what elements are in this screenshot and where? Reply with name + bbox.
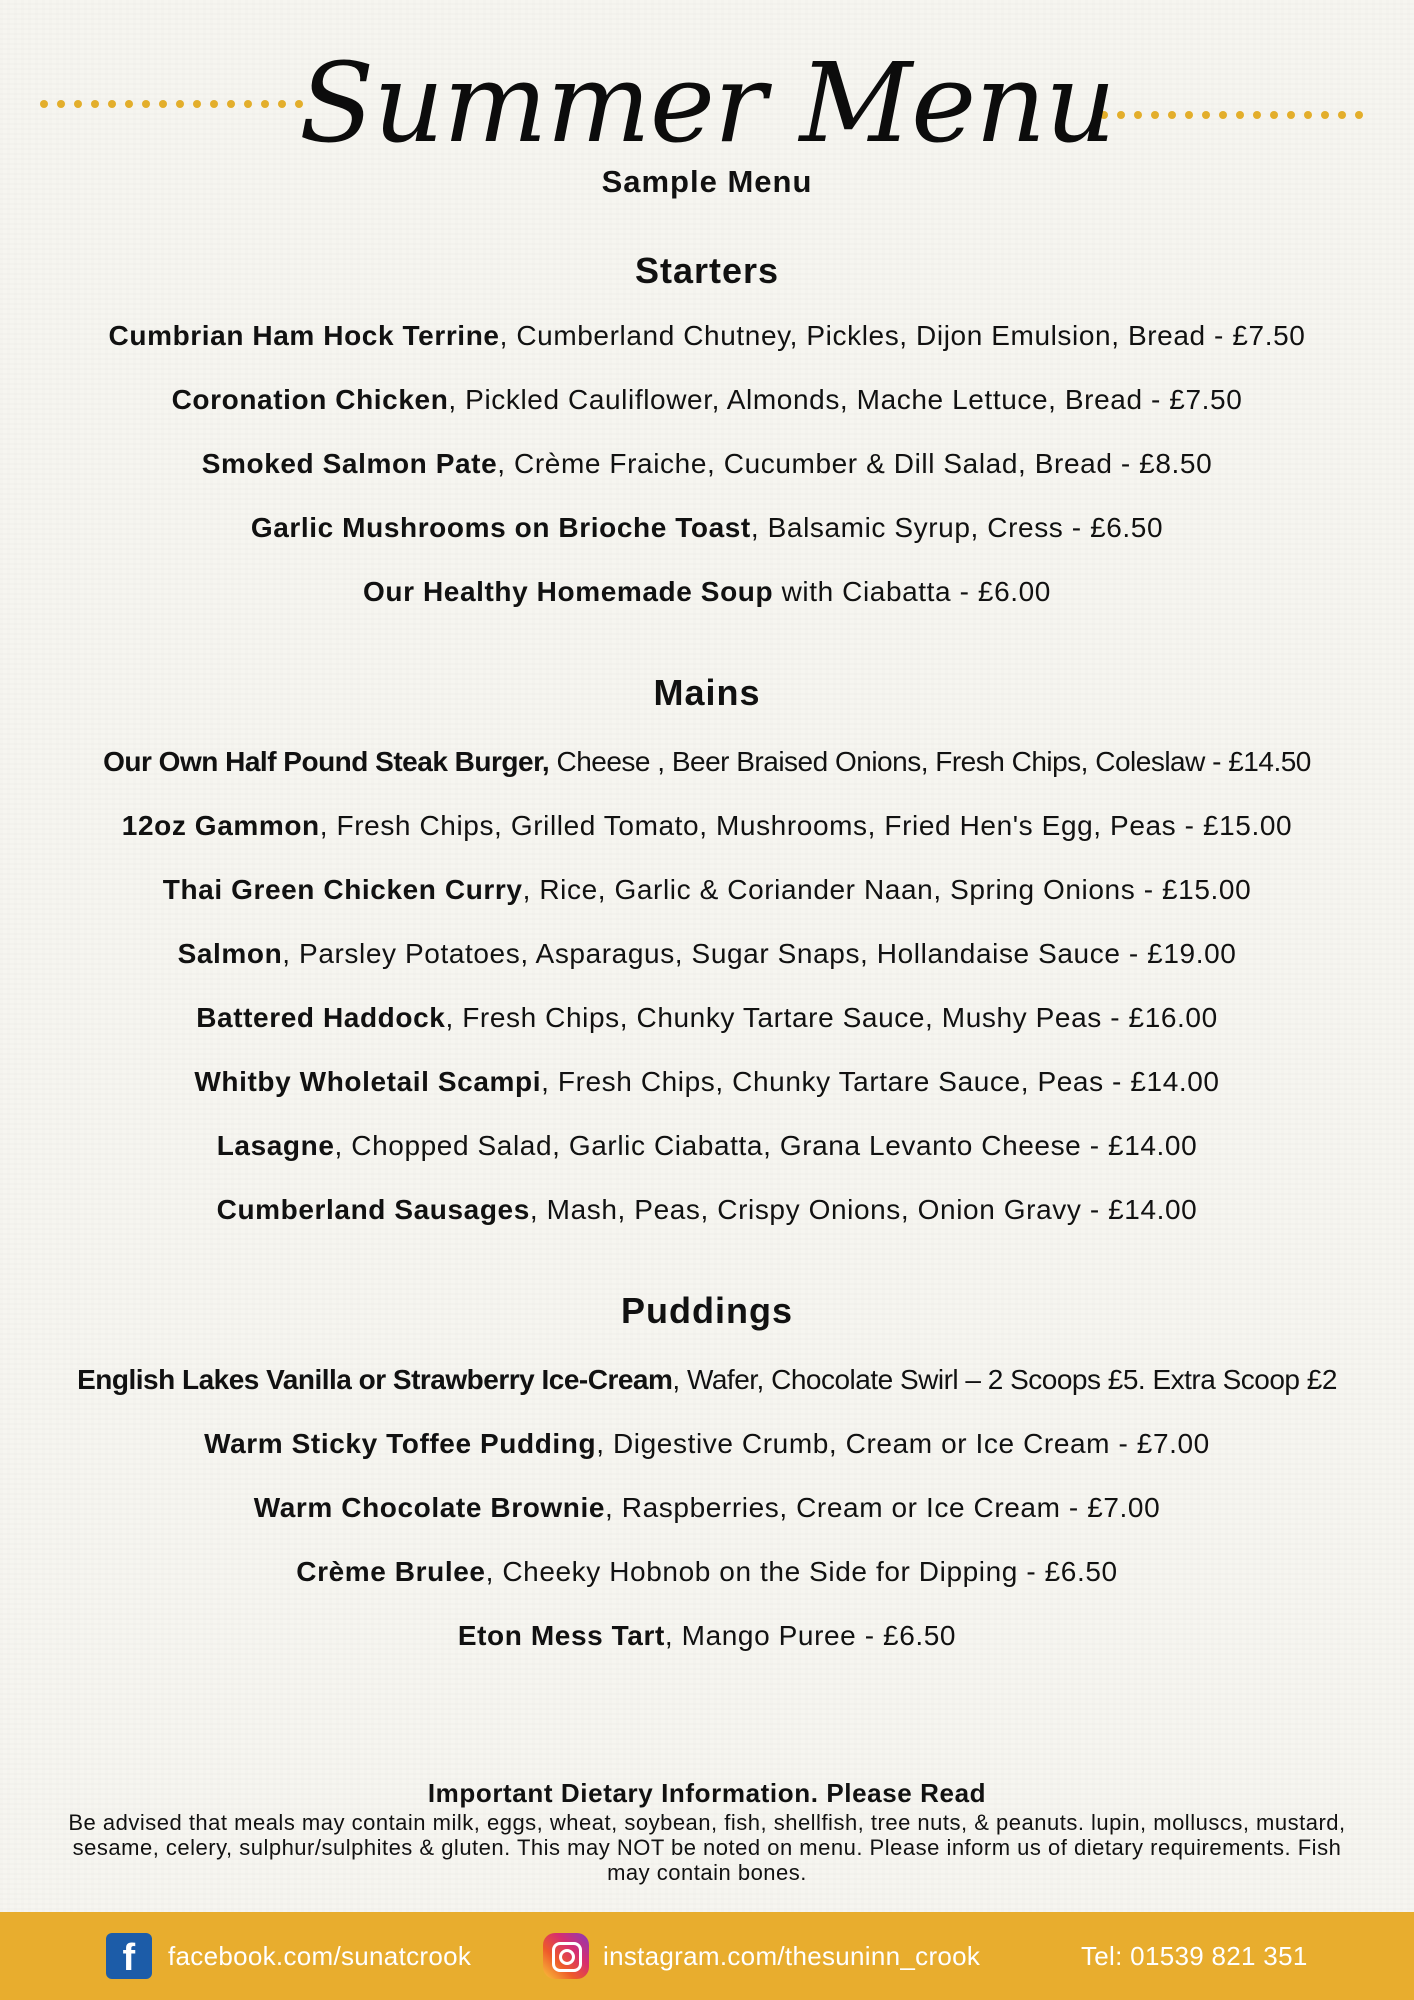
item-description: , Chopped Salad, Garlic Ciabatta, Grana Levanto Cheese - £14.00 (334, 1130, 1198, 1161)
item-name: Eton Mess Tart (457, 1620, 665, 1651)
menu-item (0, 448, 1414, 480)
footer-bar (0, 1912, 1414, 2000)
item-name: 12oz Gammon (121, 810, 320, 841)
menu-item (0, 1364, 1414, 1396)
telephone-text: Tel: 01539 821 351 (1081, 1940, 1308, 1971)
facebook-text: facebook.com/sunatcrook (168, 1940, 472, 1971)
menu-item (0, 810, 1414, 842)
item-description: , Digestive Crumb, Cream or Ice Cream - £7.00 (596, 1428, 1210, 1459)
instagram-link[interactable] (543, 1912, 980, 2000)
item-description: , Mango Puree - £6.50 (664, 1620, 957, 1651)
item-name: Whitby Wholetail Scampi (194, 1066, 542, 1097)
dietary-title: Important Dietary Information. Please Read (427, 1778, 987, 1808)
item-name: Salmon (177, 938, 283, 969)
menu-item (0, 320, 1414, 352)
item-description: , Rice, Garlic & Coriander Naan, Spring Onions - £15.00 (522, 874, 1252, 905)
menu-item (0, 1066, 1414, 1098)
menu-item (0, 938, 1414, 970)
menu-subtitle: Sample Menu (601, 164, 813, 199)
item-description: , Fresh Chips, Grilled Tomato, Mushrooms, Fried Hen's Egg, Peas - £15.00 (319, 810, 1293, 841)
item-description: with Ciabatta - £6.00 (773, 576, 1051, 607)
item-name: Battered Haddock (196, 1002, 446, 1033)
dietary-text: Be advised that meals may contain milk, eggs, wheat, soybean, fish, shellfish, tree nuts, & peanuts. lupin, molluscs, mustard, sesame, celery, sulphur/sulphites & gluten. This may NOT be noted on menu. Please inform us of dietary requirements. Fish may contain bones. (68, 1810, 1346, 1885)
item-name: Our Healthy Homemade Soup (363, 576, 774, 607)
instagram-text: instagram.com/thesuninn_crook (603, 1940, 981, 1971)
item-description: , Parsley Potatoes, Asparagus, Sugar Snaps, Hollandaise Sauce - £19.00 (282, 938, 1237, 969)
menu-item (0, 1620, 1414, 1652)
item-name: Cumberland Sausages (216, 1194, 530, 1225)
item-description: , Pickled Cauliflower, Almonds, Mache Lettuce, Bread - £7.50 (448, 384, 1243, 415)
menu-item (0, 1492, 1414, 1524)
item-description: , Fresh Chips, Chunky Tartare Sauce, Mushy Peas - £16.00 (445, 1002, 1218, 1033)
item-name: Warm Chocolate Brownie (253, 1492, 606, 1523)
item-description: , Mash, Peas, Crispy Onions, Onion Gravy - £14.00 (529, 1194, 1198, 1225)
item-description: , Balsamic Syrup, Cress - £6.50 (750, 512, 1164, 543)
menu-item (0, 746, 1414, 778)
menu-item (0, 874, 1414, 906)
item-description: , Cheeky Hobnob on the Side for Dipping - £6.50 (485, 1556, 1118, 1587)
instagram-icon (543, 1933, 589, 1979)
section-title-puddings: Puddings (621, 1290, 793, 1331)
facebook-icon: f (106, 1933, 152, 1979)
item-name: Coronation Chicken (171, 384, 449, 415)
item-name: Thai Green Chicken Curry (162, 874, 523, 905)
menu-item (0, 1194, 1414, 1226)
menu-header (0, 0, 1414, 200)
section-title-mains: Mains (653, 672, 761, 713)
menu-item (0, 1130, 1414, 1162)
item-name: Warm Sticky Toffee Pudding (204, 1428, 597, 1459)
menu-item (0, 1428, 1414, 1460)
item-name: Cumbrian Ham Hock Terrine (108, 320, 500, 351)
menu-item (0, 1002, 1414, 1034)
item-description: , Wafer, Chocolate Swirl – 2 Scoops £5. Extra Scoop £2 (672, 1364, 1337, 1395)
item-description: , Fresh Chips, Chunky Tartare Sauce, Peas - £14.00 (541, 1066, 1220, 1097)
item-name: Smoked Salmon Pate (201, 448, 498, 479)
item-description: , Crème Fraiche, Cucumber & Dill Salad, Bread - £8.50 (497, 448, 1213, 479)
item-name: Lasagne (216, 1130, 335, 1161)
telephone-number (1081, 1912, 1308, 2000)
item-description: , Raspberries, Cream or Ice Cream - £7.00 (605, 1492, 1161, 1523)
item-name: Garlic Mushrooms on Brioche Toast (250, 512, 751, 543)
menu-item (0, 576, 1414, 608)
menu-item (0, 384, 1414, 416)
item-name: Crème Brulee (296, 1556, 486, 1587)
menu-item (0, 1556, 1414, 1588)
facebook-link[interactable] (106, 1912, 471, 2000)
menu-item (0, 512, 1414, 544)
item-name: Our Own Half Pound Steak Burger, (103, 746, 550, 777)
item-description: , Cumberland Chutney, Pickles, Dijon Emulsion, Bread - £7.50 (499, 320, 1306, 351)
item-name: English Lakes Vanilla or Strawberry Ice-Cream (77, 1364, 673, 1395)
item-description: Cheese , Beer Braised Onions, Fresh Chips, Coleslaw - £14.50 (549, 746, 1311, 777)
section-title-starters: Starters (634, 250, 780, 291)
menu-title: Summer Menu (299, 39, 1115, 167)
